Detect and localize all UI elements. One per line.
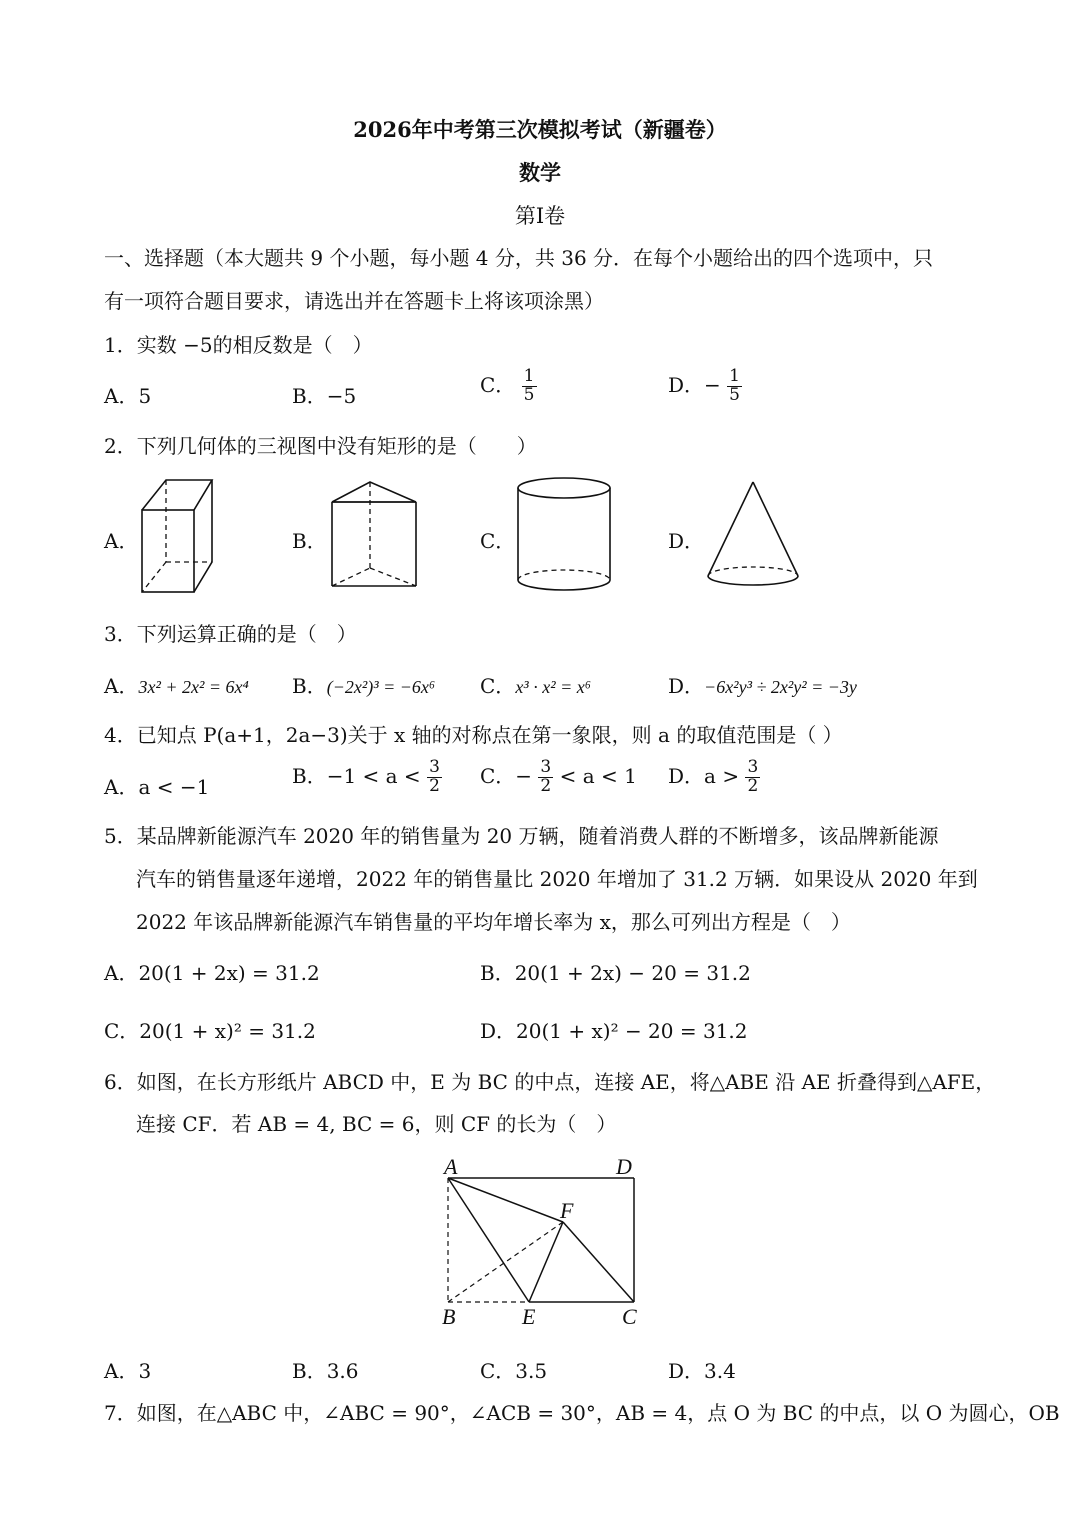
q3-option-a: A．3x² + 2x² = 6x⁴ (104, 674, 249, 698)
q2-option-a: A． (104, 529, 139, 553)
q1-option-d-label: D．− (668, 372, 721, 397)
q6-option-a: A．3 (104, 1359, 152, 1383)
q3-option-d: D．−6x²y³ ÷ 2x²y² = −3y (668, 674, 857, 698)
q6-figure-label-b: B (442, 1304, 456, 1329)
q5-option-c: C．20(1 + x)² = 31.2 (104, 1019, 316, 1043)
q3-option-c: C．x³ · x² = x⁶ (480, 674, 591, 698)
q5-option-d: D．20(1 + x)² − 20 = 31.2 (480, 1019, 748, 1043)
q1-option-a: A．5 (104, 384, 152, 408)
q2-figure-d-cone (702, 478, 804, 590)
q6-figure-label-d: D (616, 1154, 632, 1179)
q3-option-b: B．(−2x²)³ = −6x⁶ (292, 674, 436, 698)
q6-figure-label-a: A (444, 1154, 458, 1179)
q5-option-a: A．20(1 + 2x) = 31.2 (104, 961, 320, 985)
q4-option-c-fraction: $\frac{3}{2}$ (540, 757, 552, 796)
q5-option-b: B．20(1 + 2x) − 20 = 31.2 (480, 961, 751, 985)
q6-figure-label-f: F (560, 1198, 574, 1223)
section-instruction-line1: 一、选择题（本大题共 9 个小题，每小题 4 分，共 36 分．在每个小题给出的四个选项中，只 (104, 246, 934, 270)
q5-line1: 5．某品牌新能源汽车 2020 年的销售量为 20 万辆，随着消费人群的不断增多，该品牌新能源 (104, 824, 939, 848)
q2-stem: 2．下列几何体的三视图中没有矩形的是（ ） (104, 434, 537, 458)
q1-option-c (480, 368, 537, 405)
q6-option-c: C．3.5 (480, 1359, 548, 1383)
exam-title: 2026年中考第三次模拟考试（新疆卷） (353, 117, 727, 142)
q4-option-d-fraction: $\frac{3}{2}$ (747, 757, 759, 796)
q1-option-b: B．−5 (292, 384, 357, 408)
q6-figure-rectangle-fold (436, 1154, 646, 1330)
q3-stem: 3．下列运算正确的是（ ） (104, 622, 357, 646)
q1-option-c-label: C． (480, 372, 516, 397)
q1-option-d-fraction: $\frac{1}{5}$ (729, 366, 740, 405)
q6-line1: 6．如图，在长方形纸片 ABCD 中，E 为 BC 的中点，连接 AE，将△ABE 沿 AE 折叠得到△AFE， (104, 1070, 996, 1094)
volume-title: 第Ⅰ卷 (514, 204, 566, 228)
q5-line3: 2022 年该品牌新能源汽车销售量的平均年增长率为 x，那么可列出方程是（ ） (136, 910, 851, 934)
q2-figure-c-cylinder (512, 474, 616, 598)
q1-option-d (668, 368, 742, 405)
q6-figure-label-e: E (522, 1304, 536, 1329)
section-instruction-line2: 有一项符合题目要求，请选出并在答题卡上将该项涂黑） (104, 289, 604, 313)
q4-option-d: D．a > $\frac{3}{2}$ (668, 757, 759, 796)
q6-option-d: D．3.4 (668, 1359, 736, 1383)
q6-figure-label-c: C (622, 1304, 637, 1329)
q2-option-d: D． (668, 529, 705, 553)
q2-option-c: C． (480, 529, 516, 553)
subject-title: 数学 (519, 160, 561, 185)
q4-option-b: B．−1 < a < $\frac{3}{2}$ (292, 757, 440, 796)
q6-option-b: B．3.6 (292, 1359, 359, 1383)
q4-option-a: A．a < −1 (104, 775, 210, 799)
q7-line1: 7．如图，在△ABC 中，∠ABC = 90°，∠ACB = 30°，AB = 4，点 O 为 BC 的中点，以 O 为圆心，OB (104, 1401, 1060, 1425)
q5-line2: 汽车的销售量逐年递增，2022 年的销售量比 2020 年增加了 31.2 万辆．如果设从 2020 年到 (136, 867, 978, 891)
q4-option-c: C．− $\frac{3}{2}$ < a < 1 (480, 757, 637, 796)
q6-line2: 连接 CF．若 AB = 4, BC = 6，则 CF 的长为（ ） (136, 1112, 617, 1136)
q2-figure-a-cuboid (136, 476, 220, 596)
q2-option-b: B． (292, 529, 327, 553)
q1-option-c-fraction: $\frac{1}{5}$ (523, 366, 535, 405)
q4-option-b-fraction: $\frac{3}{2}$ (429, 757, 440, 796)
q1-stem: 1．实数 −5的相反数是（ ） (104, 333, 373, 357)
q4-stem: 4．已知点 P(a+1，2a−3)关于 x 轴的对称点在第一象限，则 a 的取值范围是（ ） (104, 723, 843, 747)
q2-figure-b-triangular-prism (326, 476, 422, 594)
